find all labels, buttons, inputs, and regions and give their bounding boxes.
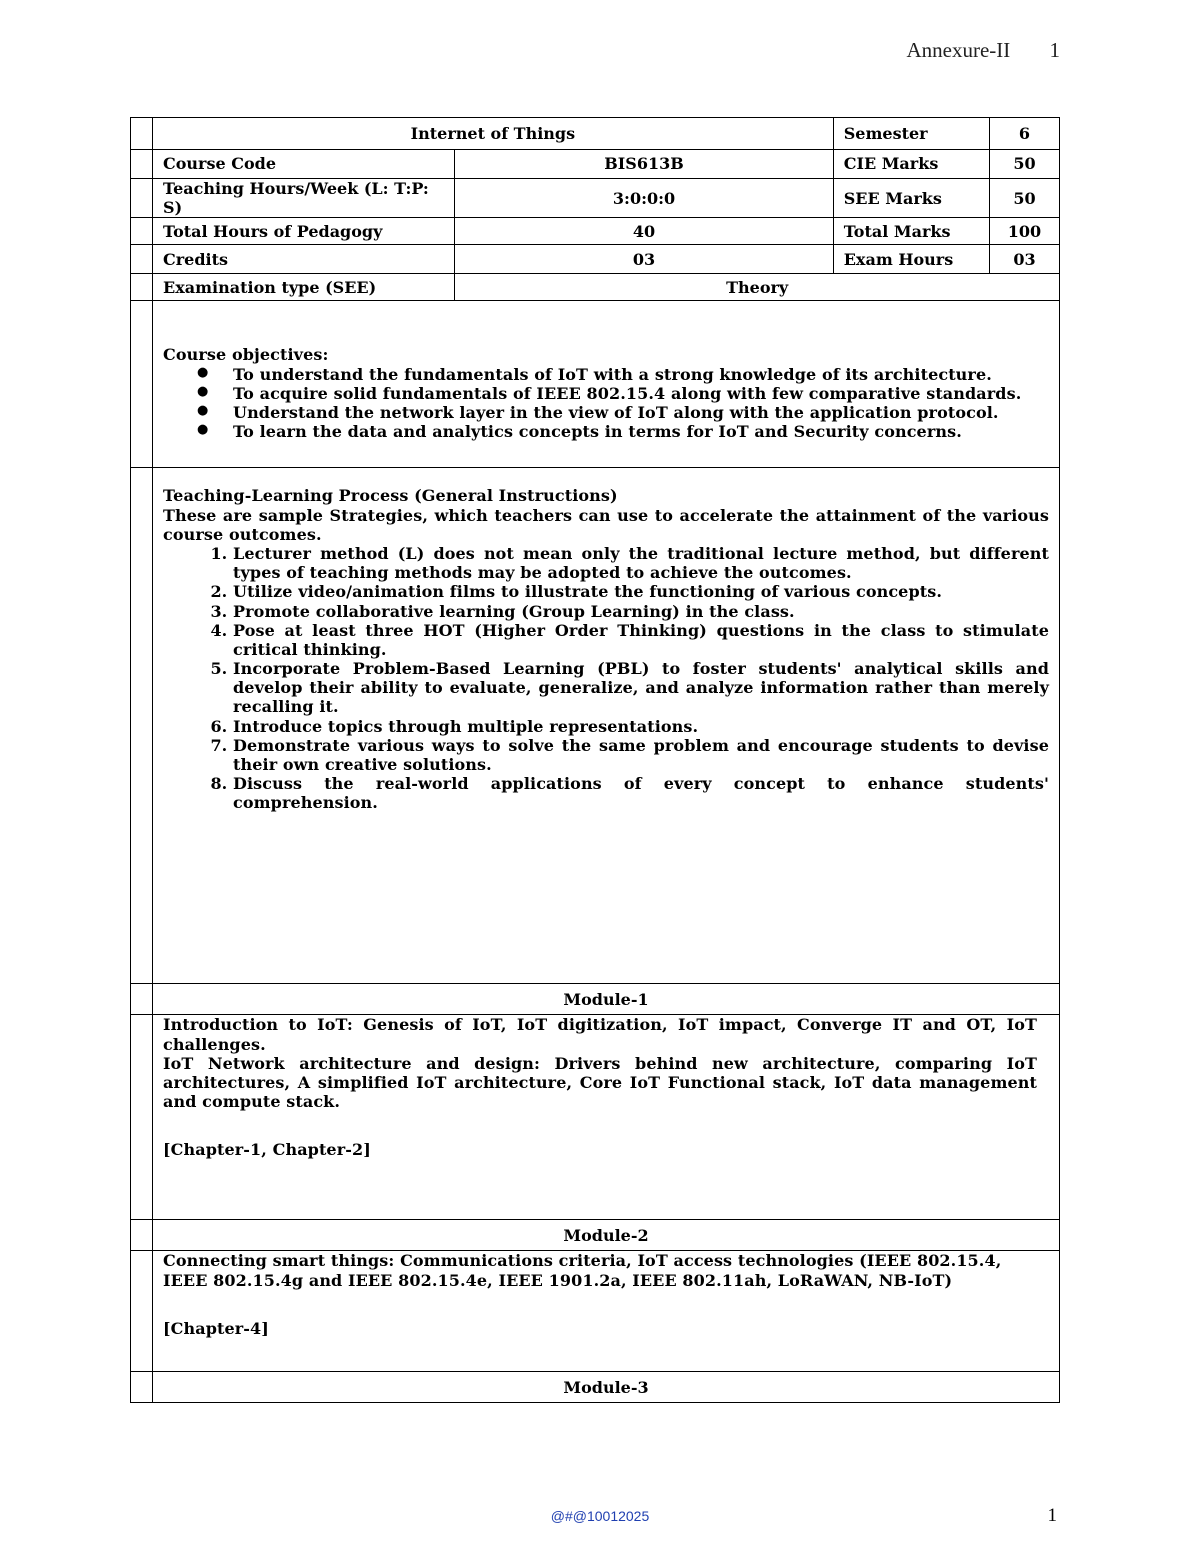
- module-title: Module-3: [153, 1372, 1060, 1403]
- header-page-number: 1: [1049, 38, 1060, 62]
- module-header-row: [131, 984, 1060, 1015]
- info-value: 03: [455, 245, 833, 274]
- objectives-row: [131, 301, 1060, 468]
- strategy-item: 8. Discuss the real-world applications of every concept to enhance students' comprehension.: [233, 774, 1049, 812]
- info-meta-label: Exam Hours: [833, 245, 989, 274]
- module-content-row: [131, 1015, 1060, 1220]
- module-content: [153, 1251, 1060, 1372]
- module-chapters: [Chapter-4]: [163, 1318, 269, 1338]
- info-label: Total Hours of Pedagogy: [153, 218, 455, 245]
- teaching-process-cell: [153, 468, 1060, 984]
- exam-type-label: Examination type (SEE): [153, 274, 455, 301]
- annexure-label: Annexure-II: [906, 38, 1011, 62]
- course-title-row: [131, 118, 1060, 150]
- strategy-item: 5. Incorporate Problem-Based Learning (PBL) to foster students' analytical skills and develop their ability to evaluate, generalize, and analyze information rather than merely recalling it.: [233, 659, 1049, 717]
- module-content: [153, 1015, 1060, 1220]
- info-meta-value: 50: [989, 150, 1059, 179]
- module-paragraph: Connecting smart things: Communications criteria, IoT access technologies (IEEE 802.15.4, IEEE 802.15.4g and IEEE 802.15.4e, IEEE 1901.2a, IEEE 802.11ah, LoRaWAN, NB-IoT): [163, 1251, 1002, 1290]
- info-value: 3:0:0:0: [455, 179, 833, 218]
- objective-item: ● To learn the data and analytics concepts in terms for IoT and Security concerns.: [233, 422, 1049, 441]
- module-header-row: [131, 1220, 1060, 1251]
- info-row: [131, 150, 1060, 179]
- semester-label: Semester: [833, 118, 989, 150]
- info-meta-value: 100: [989, 218, 1059, 245]
- module-title: Module-1: [153, 984, 1060, 1015]
- info-value: BIS613B: [455, 150, 833, 179]
- module-paragraph: IoT Network architecture and design: Drivers behind new architecture, comparing IoT architectures, A simplified IoT architecture, Core IoT Functional stack, IoT data management and compute stack.: [163, 1053, 1037, 1112]
- semester-value: 6: [989, 118, 1059, 150]
- teaching-process-row: [131, 468, 1060, 984]
- module-title: Module-2: [153, 1220, 1060, 1251]
- info-meta-label: Total Marks: [833, 218, 989, 245]
- module-paragraph: Introduction to IoT: Genesis of IoT, IoT digitization, IoT impact, Converge IT and OT, IoT challenges.: [163, 1015, 1037, 1054]
- objective-item: ● Understand the network layer in the view of IoT along with the application protocol.: [233, 403, 1049, 422]
- module-header-row: [131, 1372, 1060, 1403]
- strategy-item: 3. Promote collaborative learning (Group Learning) in the class.: [233, 602, 1049, 621]
- info-meta-label: CIE Marks: [833, 150, 989, 179]
- info-meta-value: 03: [989, 245, 1059, 274]
- strategy-item: 7. Demonstrate various ways to solve the same problem and encourage students to devise their own creative solutions.: [233, 736, 1049, 774]
- teaching-process-list: [163, 544, 1049, 813]
- strategy-item: 6. Introduce topics through multiple representations.: [233, 717, 1049, 736]
- info-value: 40: [455, 218, 833, 245]
- info-label: Credits: [153, 245, 455, 274]
- module-chapters: [Chapter-1, Chapter-2]: [163, 1140, 371, 1160]
- teaching-process-intro: These are sample Strategies, which teachers can use to accelerate the attainment of the various course outcomes.: [163, 505, 1049, 544]
- objective-item: ● To acquire solid fundamentals of IEEE 802.15.4 along with few comparative standards.: [233, 384, 1049, 403]
- page-header: [906, 38, 1060, 63]
- info-label: Teaching Hours/Week (L: T:P: S): [153, 179, 455, 218]
- info-row: [131, 218, 1060, 245]
- footer-code: @#@10012025: [550, 1508, 650, 1524]
- info-label: Course Code: [153, 150, 455, 179]
- strategy-item: 4. Pose at least three HOT (Higher Order Thinking) questions in the class to stimulate critical thinking.: [233, 621, 1049, 659]
- syllabus-table: [130, 117, 1060, 1403]
- info-row: [131, 179, 1060, 218]
- info-meta-value: 50: [989, 179, 1059, 218]
- info-meta-label: SEE Marks: [833, 179, 989, 218]
- objectives-heading: Course objectives:: [163, 345, 329, 365]
- exam-type-value: Theory: [455, 274, 1060, 301]
- strategy-item: 1. Lecturer method (L) does not mean only the traditional lecture method, but different types of teaching methods may be adopted to achieve the outcomes.: [233, 544, 1049, 582]
- footer-page-number: 1: [1047, 1505, 1057, 1526]
- objectives-list: [163, 365, 1049, 442]
- course-title: Internet of Things: [153, 118, 834, 150]
- objective-item: ● To understand the fundamentals of IoT with a strong knowledge of its architecture.: [233, 365, 1049, 384]
- module-content-row: [131, 1251, 1060, 1372]
- teaching-process-heading: Teaching-Learning Process (General Instructions): [163, 486, 618, 506]
- exam-type-row: [131, 274, 1060, 301]
- strategy-item: 2. Utilize video/animation films to illustrate the functioning of various concepts.: [233, 582, 1049, 601]
- objectives-cell: [153, 301, 1060, 468]
- info-row: [131, 245, 1060, 274]
